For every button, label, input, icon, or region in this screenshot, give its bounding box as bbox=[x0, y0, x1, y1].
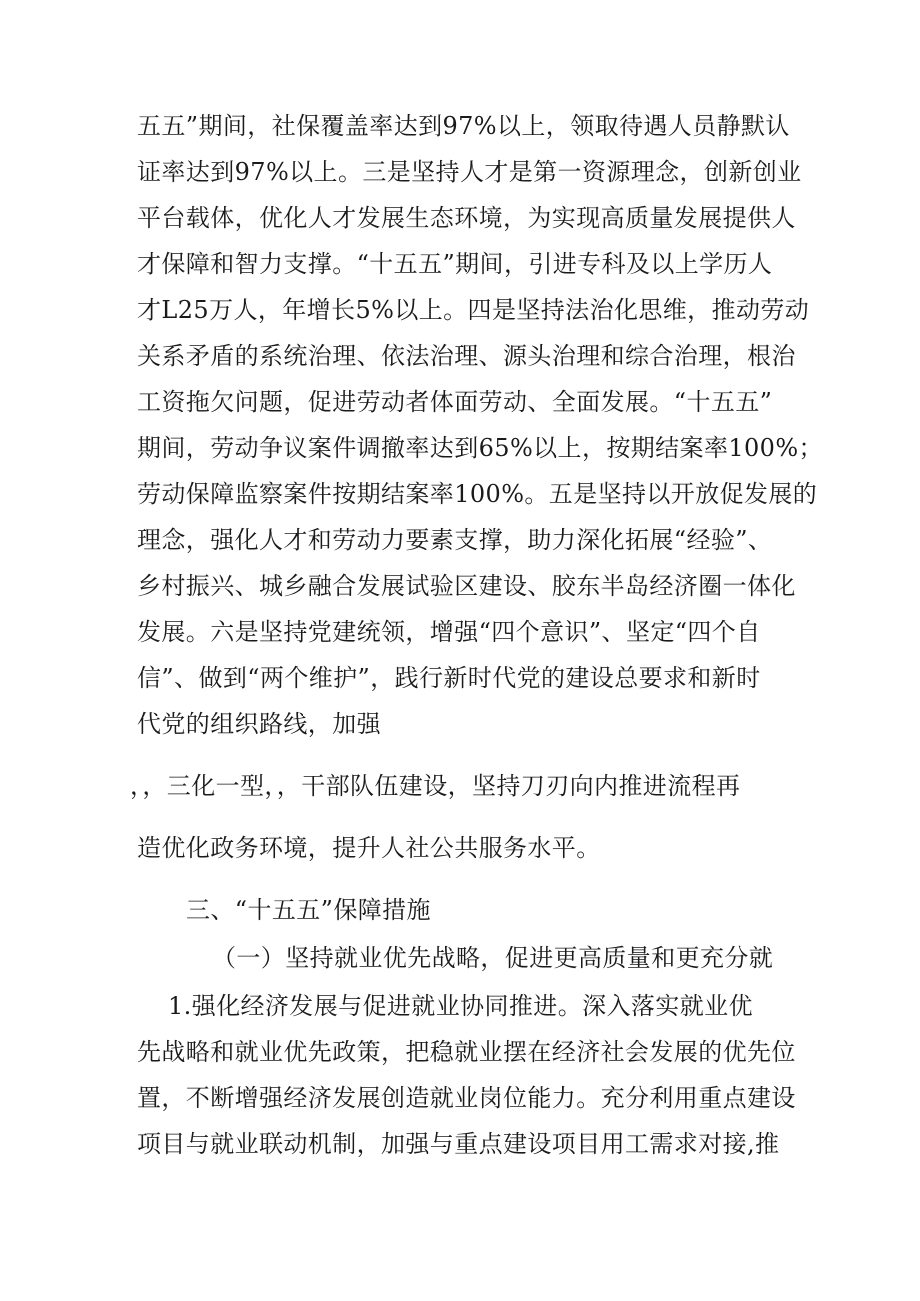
paragraph-line: 平台载体，优化人才发展生态环境，为实现高质量发展提供人 bbox=[137, 204, 796, 232]
section-heading: 三、“十五五”保障措施 bbox=[186, 896, 431, 924]
paragraph-line: 劳动保障监察案件按期结案率100%。五是坚持以开放促发展的 bbox=[137, 480, 818, 508]
list-item-line: 置，不断增强经济发展创造就业岗位能力。充分利用重点建设 bbox=[137, 1084, 796, 1112]
paragraph-line: 理念，强化人才和劳动力要素支撑，助力深化拓展“经验”、 bbox=[137, 526, 773, 554]
paragraph-line: ，，三化一型，，干部队伍建设，坚持刀刃向内推进流程再 bbox=[130, 772, 741, 800]
list-item-line: 1.强化经济发展与促进就业协同推进。深入落实就业优 bbox=[168, 992, 753, 1020]
paragraph-line: 才L25万人，年增长5%以上。四是坚持法治化思维，推动劳动 bbox=[137, 296, 810, 324]
paragraph-line: 证率达到97%以上。三是坚持人才是第一资源理念，创新创业 bbox=[137, 158, 802, 186]
subsection-heading: （一）坚持就业优先战略，促进更高质量和更充分就 bbox=[212, 944, 774, 972]
paragraph-line: 五五”期间，社保覆盖率达到97%以上，领取待遇人员静默认 bbox=[137, 112, 790, 140]
paragraph-line: 发展。六是坚持党建统领，增强“四个意识”、坚定“四个自 bbox=[137, 618, 761, 646]
paragraph-line: 期间，劳动争议案件调撤率达到65%以上，按期结案率100%； bbox=[137, 434, 823, 462]
paragraph-line: 造优化政务环境，提升人社公共服务水平。 bbox=[137, 834, 601, 862]
paragraph-line: 工资拖欠问题，促进劳动者体面劳动、全面发展。“十五五” bbox=[137, 388, 773, 416]
paragraph-line: 代党的组织路线，加强 bbox=[137, 710, 381, 738]
paragraph-line: 信”、做到“两个维护”，践行新时代党的建设总要求和新时 bbox=[137, 664, 761, 692]
list-item-line: 项目与就业联动机制，加强与重点建设项目用工需求对接,推 bbox=[137, 1130, 780, 1158]
paragraph-line: 乡村振兴、城乡融合发展试验区建设、胶东半岛经济圈一体化 bbox=[137, 572, 796, 600]
list-item-line: 先战略和就业优先政策，把稳就业摆在经济社会发展的优先位 bbox=[137, 1038, 796, 1066]
paragraph-line: 才保障和智力支撑。“十五五”期间，引进专科及以上学历人 bbox=[137, 250, 773, 278]
paragraph-line: 关系矛盾的系统治理、依法治理、源头治理和综合治理，根治 bbox=[137, 342, 796, 370]
